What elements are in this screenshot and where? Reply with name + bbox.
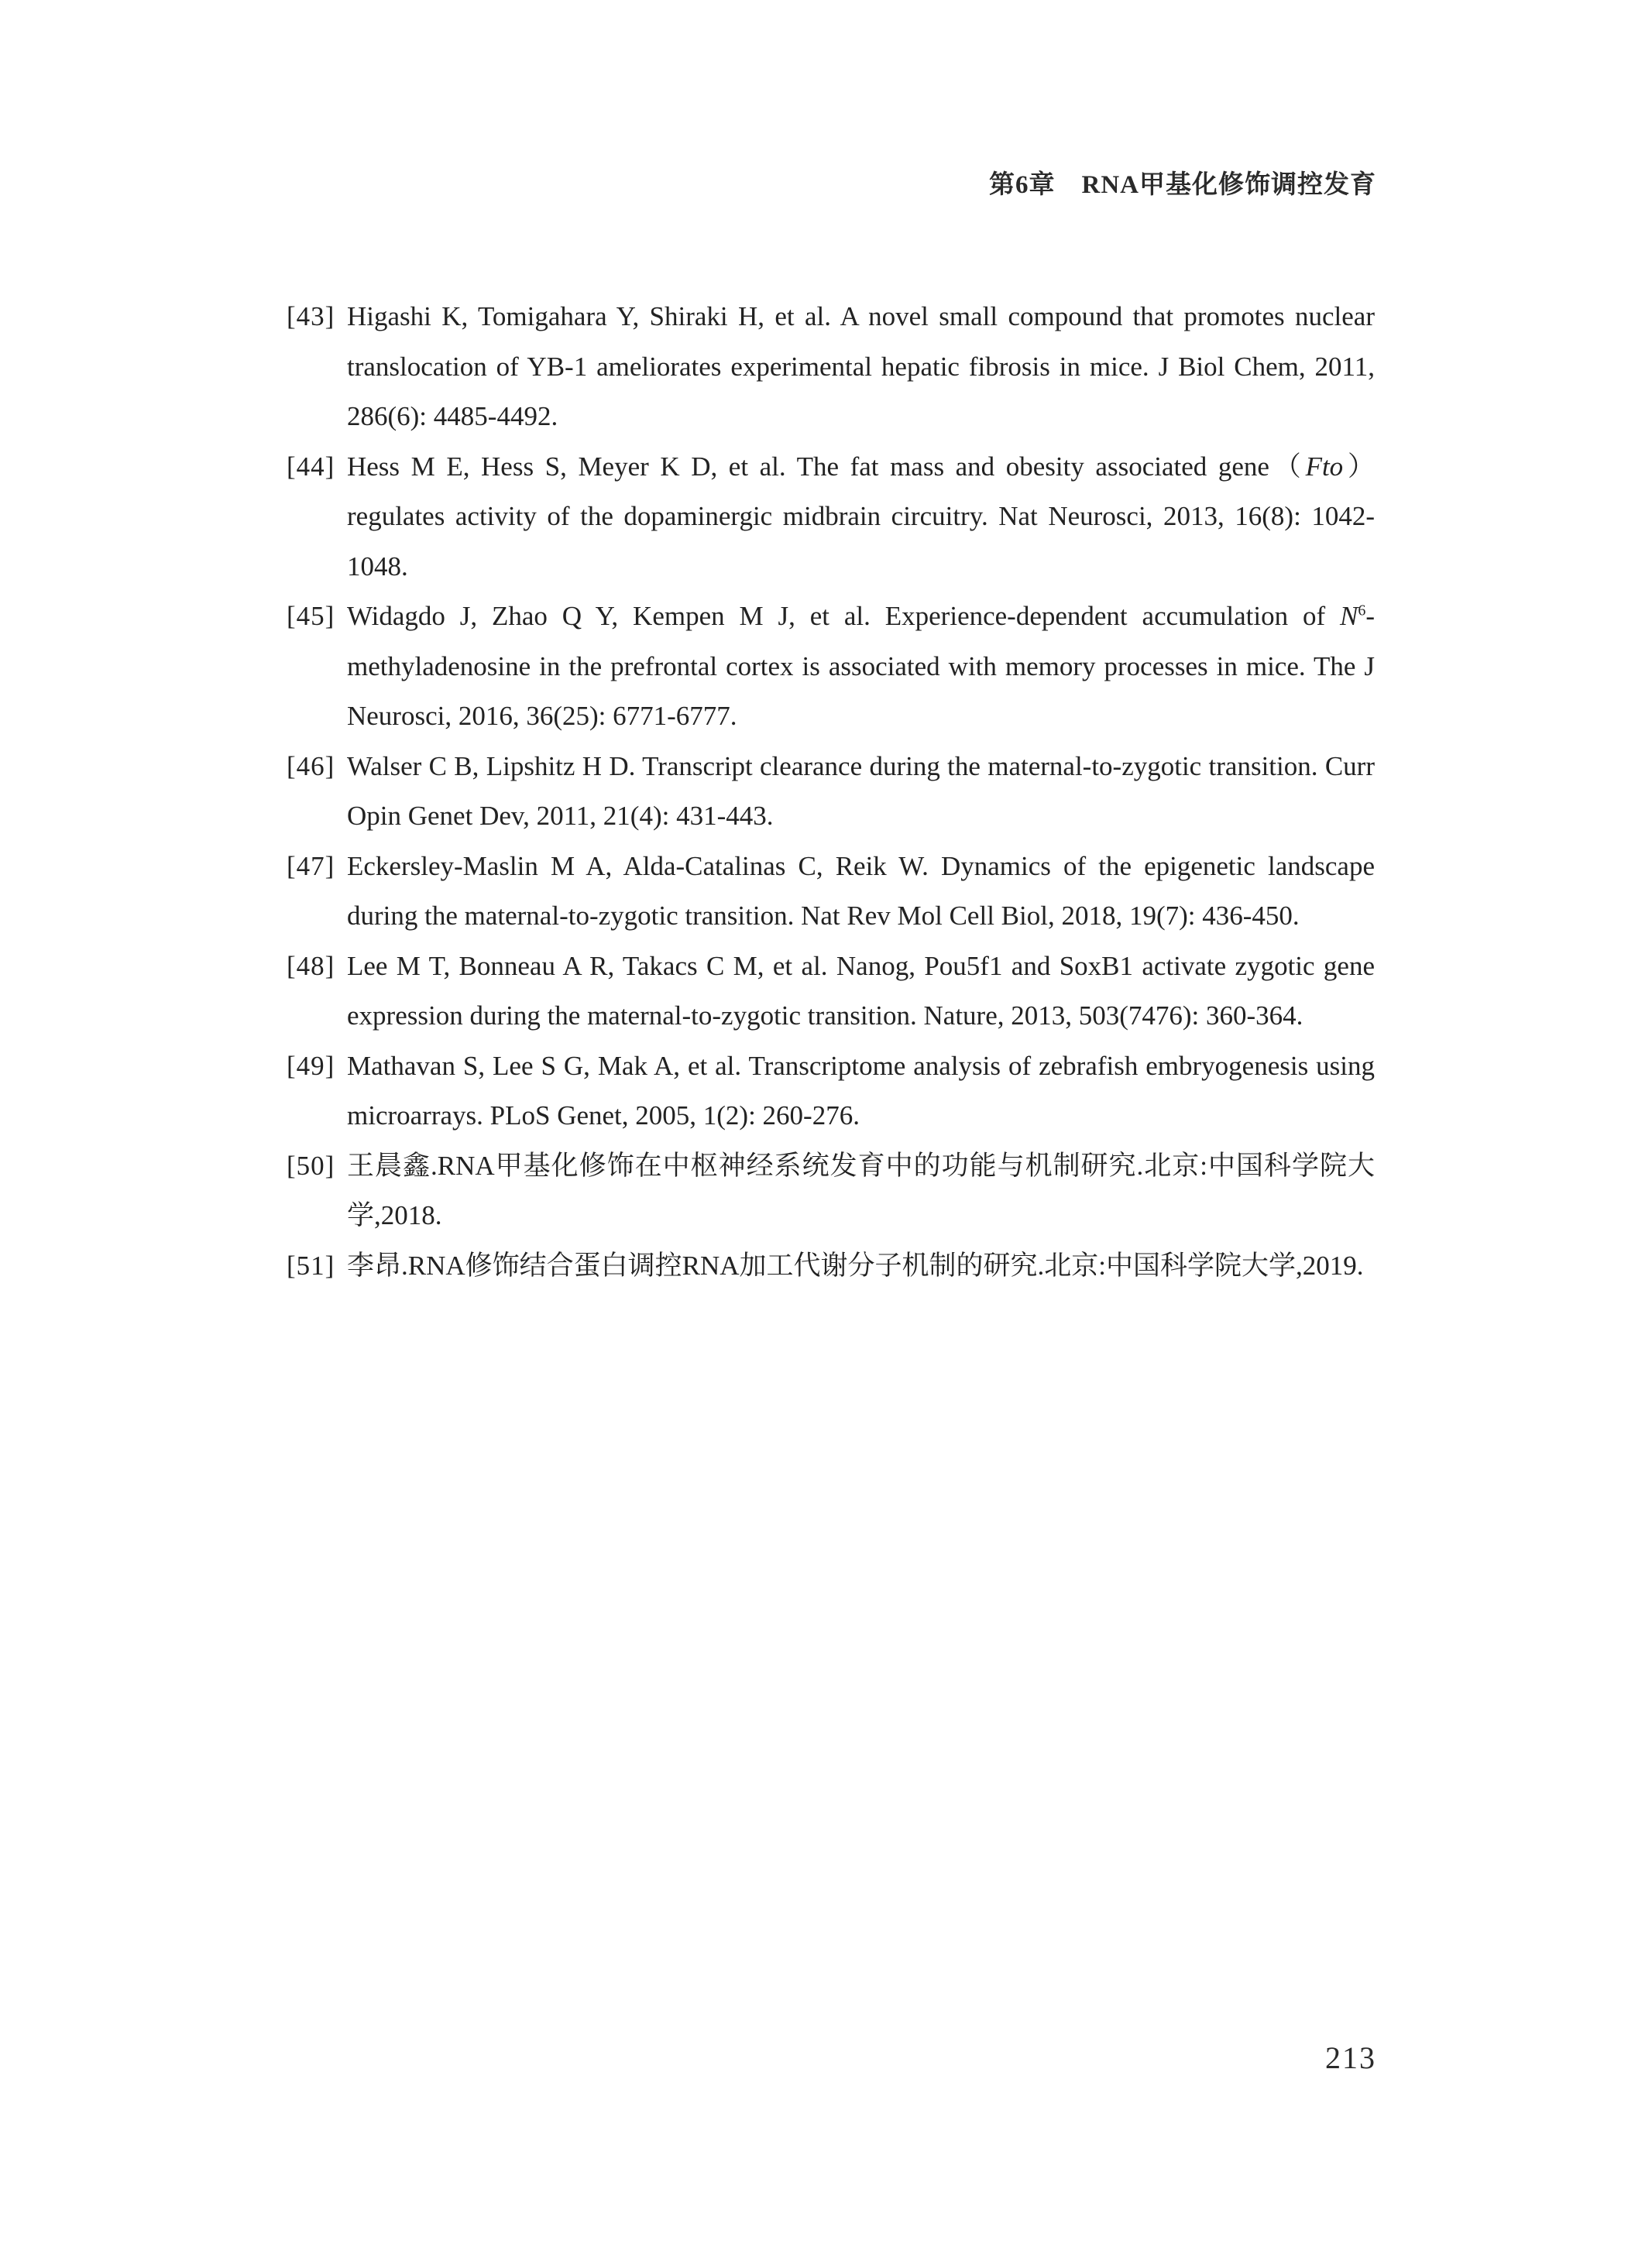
- reference-number: [48]: [287, 950, 335, 981]
- reference-number: [46]: [287, 750, 335, 781]
- reference-text: 李昂.RNA修饰结合蛋白调控RNA加工代谢分子机制的研究.北京:中国科学院大学,2019.: [347, 1250, 1364, 1281]
- reference-text-end: ）regulates activity of the dopaminergic midbrain circuitry. Nat Neurosci, 2013, 16(8): 1042-1048.: [347, 451, 1375, 582]
- reference-text: Higashi K, Tomigahara Y, Shiraki H, et al. A novel small compound that promotes nuclear translocation of YB-1 ameliorates experimental hepatic fibrosis in mice. J Biol Chem, 2011, 286(6): 4485-4492.: [347, 301, 1375, 431]
- reference-text-end: -methyladenosine in the prefrontal cortex is associated with memory processes in mice. The J Neurosci, 2016, 36(25): 6771-6777.: [347, 601, 1375, 731]
- reference-number: [51]: [287, 1250, 335, 1281]
- reference-text-start: Widagdo J, Zhao Q Y, Kempen M J, et al. Experience-dependent accumulation of: [347, 601, 1340, 631]
- reference-number: [47]: [287, 850, 335, 881]
- reference-text: Mathavan S, Lee S G, Mak A, et al. Transcriptome analysis of zebrafish embryogenesis using microarrays. PLoS Genet, 2005, 1(2): 260-276.: [347, 1050, 1375, 1131]
- reference-44: [287, 442, 1375, 592]
- reference-text: Walser C B, Lipshitz H D. Transcript clearance during the maternal-to-zygotic transition. Curr Opin Genet Dev, 2011, 21(4): 431-443.: [347, 750, 1375, 831]
- running-header: 第6章 RNA甲基化修饰调控发育: [989, 171, 1376, 199]
- superscript: 6: [1358, 602, 1366, 619]
- reference-number: [44]: [287, 451, 335, 482]
- reference-text-start: Hess M E, Hess S, Meyer K D, et al. The fat mass and obesity associated gene（: [347, 451, 1306, 482]
- gene-name-italic: Fto: [1305, 451, 1344, 482]
- page-number: 213: [1325, 2040, 1376, 2075]
- reference-list: [287, 292, 1375, 1291]
- reference-45: [287, 592, 1375, 742]
- reference-51: [287, 1241, 1375, 1292]
- reference-number: [50]: [287, 1150, 335, 1181]
- reference-text: Eckersley-Maslin M A, Alda-Catalinas C, Reik W. Dynamics of the epigenetic landscape during the maternal-to-zygotic transition. Nat Rev Mol Cell Biol, 2018, 19(7): 436-450.: [347, 850, 1375, 931]
- reference-46: [287, 742, 1375, 842]
- reference-text: Lee M T, Bonneau A R, Takacs C M, et al. Nanog, Pou5f1 and SoxB1 activate zygotic gene expression during the maternal-to-zygotic transition. Nature, 2013, 503(7476): 360-364.: [347, 950, 1375, 1031]
- reference-49: [287, 1041, 1375, 1141]
- italic-symbol: N: [1339, 601, 1358, 631]
- reference-number: [49]: [287, 1050, 335, 1081]
- reference-number: [45]: [287, 601, 335, 631]
- reference-50: [287, 1141, 1375, 1241]
- reference-number: [43]: [287, 301, 335, 331]
- reference-48: [287, 942, 1375, 1041]
- reference-47: [287, 842, 1375, 942]
- reference-43: [287, 292, 1375, 442]
- reference-text: 王晨鑫.RNA甲基化修饰在中枢神经系统发育中的功能与机制研究.北京:中国科学院大学,2018.: [347, 1150, 1375, 1230]
